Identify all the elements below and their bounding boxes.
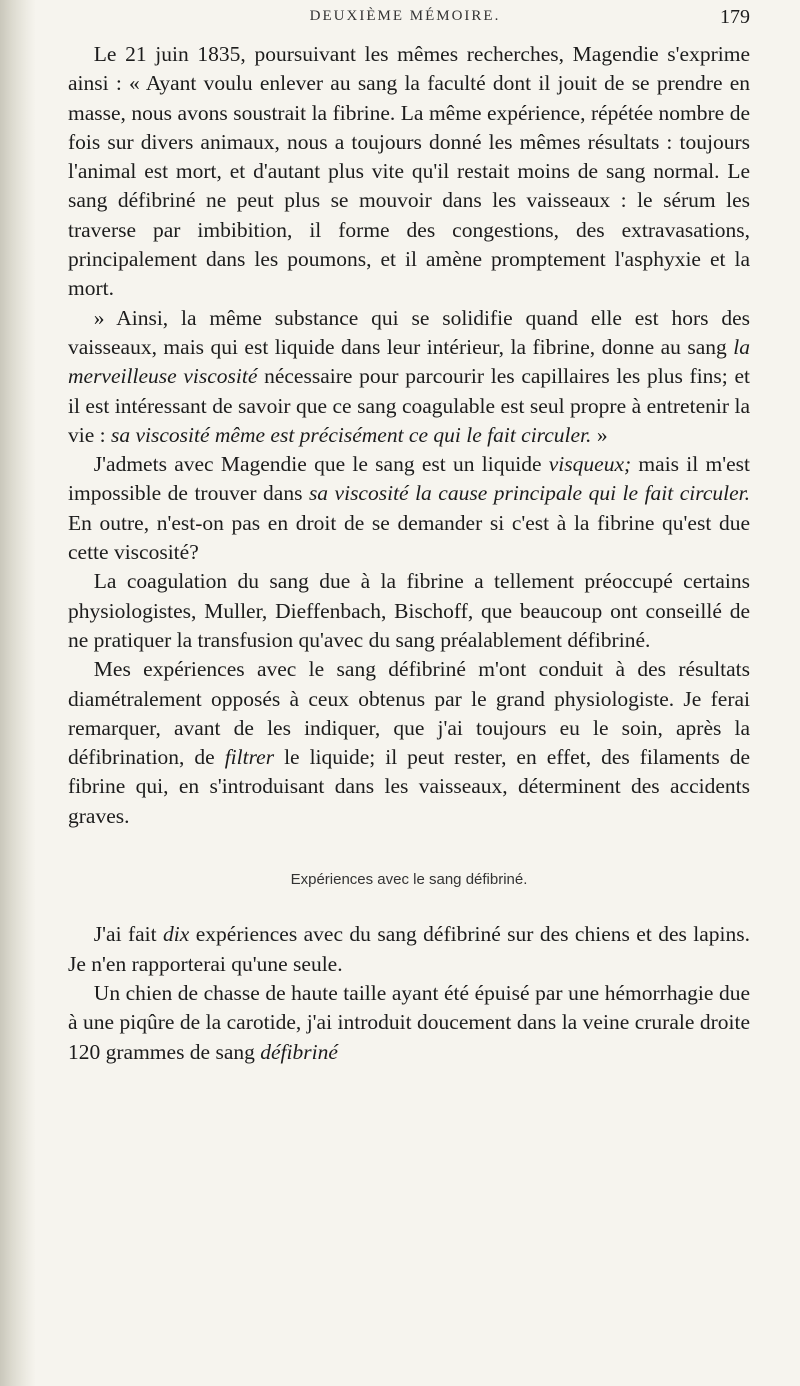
italic-text: sa viscosité même est précisément ce qui le fait circuler. [111,422,592,447]
paragraph [68,567,750,655]
italic-text: dix [163,922,190,947]
paragraph [68,979,750,1067]
text-run: mais il m'est impossible de trouver dans [68,452,750,506]
text-run: J'ai fait [93,922,164,947]
paragraph [68,40,750,304]
running-title: DEUXIÈME MÉMOIRE. [309,8,501,24]
text-run: le liquide; il peut rester, en effet, des filaments de fibrine qui, en s'introduisant dans les vaisseaux, déterminent des accidents graves. [68,745,751,828]
paragraphs-after-heading [68,920,750,1066]
text-run: Mes expériences avec le sang défibriné m'ont conduit à des résultats diamétralement opposés à ceux obtenus par le grand physiologiste. Je ferai remarquer, avant de les indiquer, que j'ai toujours eu le soin, après la défibrination, de [68,657,750,770]
binding-shadow [0,0,36,1386]
body-text [68,40,750,1067]
text-run: Un chien de chasse de haute taille ayant été épuisé par une hémorrhagie due à une piqûre de la carotide, j'ai introduit doucement dans la veine crurale droite 120 grammes de sang [68,980,750,1064]
paragraphs-before-heading [68,40,750,831]
italic-text: défibriné [260,1039,338,1064]
text-run: » Ainsi, la même substance qui se solidifie quand elle est hors des vaisseaux, mais qui est liquide dans leur intérieur, la fibrine, donne au sang [68,305,750,359]
section-heading: Expériences avec le sang défibriné. [290,871,528,889]
text-run: expériences avec du sang défibriné sur des chiens et des lapins. Je n'en rapporterai qu'une seule. [68,922,751,976]
text-run: La coagulation du sang due à la fibrine a tellement préoccupé certains physiologistes, Muller, Dieffenbach, Bischoff, que beaucoup ont conseillé de ne pratiquer la transfusion qu'avec du sang préalablement défibriné. [68,569,750,652]
italic-text: sa viscosité la cause principale qui le fait circuler. [308,481,750,506]
text-run: » [591,422,608,447]
running-head [60,6,750,32]
page-number: 179 [720,6,750,28]
text-run: nécessaire pour parcourir les capillaires les plus fins; et il est intéressant de savoir que ce sang coagulable est seul propre à entretenir la vie : [68,364,750,447]
italic-text: filtrer [224,745,275,770]
text-run: En outre, n'est-on pas en droit de se demander si c'est à la fibrine qu'est due cette viscosité? [68,510,750,565]
italic-text: visqueux; [548,452,632,477]
paragraph [68,450,750,567]
text-run: Le 21 juin 1835, poursuivant les mêmes recherches, Magendie s'exprime ainsi : « Ayant voulu enlever au sang la faculté dont il jouit de se prendre en masse, nous avons soustrait la fibrine. La même expérience, répétée nombre de fois sur divers animaux, nous a toujours donné les mêmes résultats : toujours l'animal est mort, et d'autant plus vite qu'il restait moins de sang normal. Le sang défibriné ne peut plus se mouvoir dans les vaisseaux : le sérum les traverse par imbibition, il forme des congestions, des extravasations, principalement dans les poumons, et il amène promptement l'asphyxie et la mort. [68,42,750,301]
italic-text: la merveilleuse viscosité [68,334,750,389]
paragraph [68,920,750,979]
paragraph [68,304,750,450]
text-run: J'admets avec Magendie que le sang est un liquide [93,452,549,477]
paragraph [68,655,750,831]
